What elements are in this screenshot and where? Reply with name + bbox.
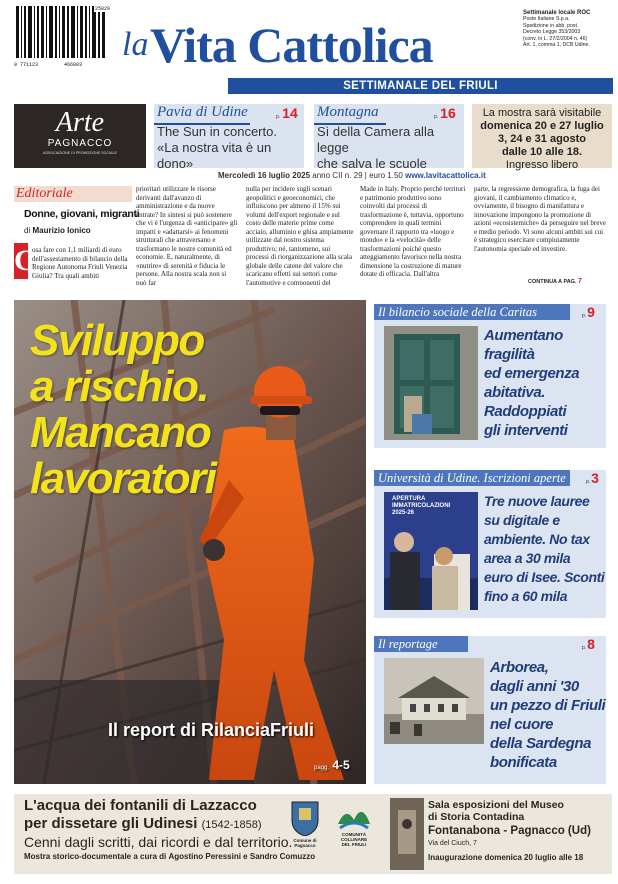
- exhibition-entry: Ingresso libero: [505, 159, 579, 171]
- masthead-subtitle: SETTIMANALE DEL FRIULI: [228, 78, 613, 94]
- page-prefix: p.: [582, 645, 587, 651]
- text-line: fragilità: [484, 346, 535, 363]
- credits-names: Agostino Peressini e Sandro Comuzzo: [168, 852, 316, 861]
- editorial-column-4: Made in Italy. Proprio perché territori e patrimonio produttivo sono coinvolti dai processi di trasformazione è, tuttavia, opportuno comprendere in quali termini governare il rapporto tra «luogo e mondo» e la «velocità» delle trasformazioni poiché questo atteggiamento favorisce nella nostra dimensione la costruzione di mature dotate di efficacia. Dall'altra: [360, 185, 466, 278]
- comunita-collinare-logo-icon: [336, 802, 372, 830]
- barcode-bars: [14, 6, 109, 62]
- masthead: [118, 8, 510, 80]
- continued-page: 7: [578, 278, 582, 285]
- issue-info: anno CII n. 29 | euro 1.50: [312, 171, 403, 180]
- editorial-column-3: nulla per incidere sugli scenari geopolitici e geoeconomici, che influiscono per almeno il 15% sui volumi dell'export regionale e sul costo delle materie prime come acciaio, alluminio e ghisa ampiamente utilizzate dal nostro sistema produttivo; né, tantomeno, sui processi di riorganizzazione alla scala globale delle catene del valore che scaricano effetti sui settori come l'automotive e componenti del: [246, 185, 354, 285]
- exhibition-line: La mostra sarà visitabile: [482, 107, 602, 119]
- museum-line: di Storia Contadina: [428, 811, 525, 823]
- pages-number: 4-5: [332, 758, 350, 772]
- text-line: su digitale e: [484, 512, 560, 528]
- headline-line: a rischio.: [30, 362, 209, 411]
- pages-prefix: pagg.: [314, 765, 330, 771]
- headline-line: Mancano: [30, 408, 211, 457]
- cover-report-caption: Il report di RilanciaFriuli: [108, 720, 315, 740]
- logo2-line: COLLINARE: [340, 837, 368, 842]
- barcode-issue: 25029: [95, 6, 111, 12]
- ad-title-line: L'acqua dei fontanili di Lazzacco: [24, 797, 257, 814]
- arborea-photo: [384, 658, 484, 744]
- barcode-number-right: 466003: [64, 62, 83, 68]
- teaser-body: [317, 124, 464, 172]
- barcode-number-left: 9 771123: [14, 62, 39, 68]
- side-story-text: [484, 492, 604, 606]
- ad-credits: [24, 852, 315, 861]
- continued-link[interactable]: [528, 278, 582, 285]
- page-number: 3: [591, 470, 599, 486]
- arte-logo-script: Arte: [55, 107, 105, 138]
- museum-opening: Inaugurazione domenica 20 luglio alle 18: [428, 853, 584, 862]
- legal-line: Spedizione in abb. post.: [523, 22, 579, 29]
- side-story-page: [582, 304, 595, 324]
- exhibition-hours: dalle 10 alle 18.: [501, 146, 583, 158]
- text-line: gli interventi: [484, 422, 568, 439]
- logo2-caption: [330, 832, 378, 847]
- text-line: Aumentano: [484, 327, 563, 344]
- banner-line: IMMATRICOLAZIONI: [392, 503, 451, 509]
- editorial-column-1: osa fare con 1,1 miliardi di euro dell'assestamento di bilancio della Regione Autonoma Friuli Venezia Giulia? Tra quali ambiti: [32, 246, 128, 280]
- editorial-author: [24, 226, 91, 235]
- ad-title-line2: [24, 815, 262, 834]
- teaser-line: Sì della Camera alla legge: [317, 124, 435, 155]
- side-story-label: Università di Udine. Iscrizioni aperte: [374, 470, 570, 486]
- side-story-page: [582, 636, 595, 656]
- page-number: 8: [587, 636, 595, 652]
- text-line: bonificata: [490, 754, 557, 771]
- side-story-universita[interactable]: [374, 470, 606, 618]
- side-story-caritas[interactable]: [374, 304, 606, 448]
- teaser-body: [157, 124, 304, 172]
- ad-title-text: per dissetare gli Udinesi: [24, 815, 198, 832]
- dateline: [218, 171, 486, 180]
- museum-address: Via del Ciuch, 7: [428, 840, 477, 847]
- author-name: Maurizio Ionico: [32, 226, 91, 235]
- arte-pagnacco-logo: [14, 104, 146, 168]
- teaser-section: Montagna: [317, 104, 379, 120]
- ad-years: (1542-1858): [201, 819, 262, 831]
- masthead-prefix: la: [122, 26, 149, 63]
- museum-line: Sala esposizioni del Museo: [428, 799, 564, 811]
- teaser-page-prefix: p.: [434, 114, 439, 120]
- text-line: un pezzo di Friuli: [490, 697, 606, 714]
- arte-tagline: ASSOCIAZIONE DI PROMOZIONE SOCIALE: [43, 151, 117, 155]
- arte-name: PAGNACCO: [47, 138, 113, 149]
- teaser-line: «La nostra vita è un dono»: [157, 140, 272, 171]
- author-prefix: di: [24, 226, 31, 235]
- legal-line: (conv. in L. 27/2/2004 n. 46): [523, 35, 588, 42]
- teaser-line: che salva le scuole: [317, 156, 427, 171]
- text-line: area a 30 mila: [484, 550, 571, 566]
- teaser-page: [276, 105, 298, 121]
- legal-line: Decreto Legge 353/2003: [523, 29, 581, 36]
- editorial-label: Editoriale: [14, 186, 132, 202]
- pagnacco-crest-icon: [290, 800, 320, 836]
- logo2-line: DEL FRIULI: [341, 842, 367, 847]
- exhibition-dates: domenica 20 e 27 luglio: [480, 120, 604, 132]
- museum-place: Fontanabona - Pagnacco (Ud): [428, 825, 591, 837]
- headline-line: Sviluppo: [30, 316, 204, 365]
- side-story-label: Il bilancio sociale della Caritas: [374, 304, 570, 320]
- website-link[interactable]: www.lavitacattolica.it: [405, 171, 486, 180]
- logo1-caption: Comune di Pagnacco: [293, 838, 317, 848]
- page-number: 9: [587, 304, 595, 320]
- university-banner: [392, 496, 476, 517]
- side-story-label: Il reportage: [374, 636, 468, 652]
- ad-subtitle: Cenni dagli scritti, dai ricordi e dal territorio.: [24, 834, 293, 850]
- exhibition-dates: 3, 24 e 31 agosto: [497, 133, 587, 145]
- side-story-text: [490, 658, 605, 772]
- side-story-page: [586, 470, 599, 490]
- legal-notice: [523, 10, 615, 48]
- legal-line: Poste Italiane S.p.a.: [523, 16, 570, 23]
- text-line: della Sardegna: [490, 735, 592, 752]
- sponsor-logos: [286, 800, 382, 860]
- teaser-page-number: 16: [440, 105, 456, 121]
- teaser-page-prefix: p.: [276, 114, 281, 120]
- teaser-pavia-di-udine[interactable]: [154, 104, 304, 171]
- cover-pages[interactable]: [314, 758, 350, 772]
- logo2-line: COMUNITÀ: [341, 832, 367, 837]
- ad-title: [24, 797, 262, 834]
- side-story-text: [484, 326, 579, 440]
- masthead-title: Vita Cattolica: [150, 17, 433, 73]
- editorial-column-2: prioritari utilizzare le risorse derivanti dall'avanzo di amministrazione e da nuove entrate? In sintesi si può sostenere che vi è l'urgenza di «anticipare» gli impatti e «adattarsi» ai fenomeni strutturali che attraversano e trasformano le nostre comunità ed economie. E, naturalmente, di «nutrire» di serenità e fiducia le persone. Alla nostra scala non si può far: [136, 185, 238, 285]
- text-line: fino a 60 mila: [484, 588, 568, 604]
- continued-label: CONTINUA A PAG.: [528, 279, 577, 285]
- text-line: euro di Isee. Sconti: [484, 569, 605, 585]
- legal-line: Art. 1, comma 1, DCB Udine.: [523, 42, 590, 49]
- text-line: nel cuore: [490, 716, 554, 733]
- editorial-dropcap: C: [14, 244, 36, 277]
- text-line: ambiente. No tax: [484, 531, 590, 547]
- cover-headline: [30, 318, 216, 502]
- side-story-reportage[interactable]: [374, 636, 606, 784]
- text-line: Arborea,: [490, 659, 549, 676]
- teaser-section: Pavia di Udine: [157, 104, 248, 120]
- text-line: Tre nuove lauree: [484, 493, 590, 509]
- teaser-montagna[interactable]: [314, 104, 464, 171]
- caritas-photo: [384, 326, 478, 440]
- page-prefix: p.: [586, 479, 591, 485]
- exhibition-info-box: [472, 104, 612, 171]
- banner-line: 2025-26: [392, 510, 415, 516]
- banner-line: APERTURA: [392, 496, 426, 502]
- issue-date: Mercoledì 16 luglio 2025: [218, 171, 311, 180]
- text-line: abitativa.: [484, 384, 546, 401]
- teaser-page: [434, 105, 456, 121]
- legal-line: Settimanale locale ROC: [523, 10, 591, 16]
- bottom-advertisement: [14, 794, 612, 874]
- fountain-photo: [390, 798, 424, 870]
- museum-info: [428, 799, 610, 864]
- text-line: Raddoppiati: [484, 403, 567, 420]
- text-line: ed emergenza: [484, 365, 580, 382]
- teaser-page-number: 14: [282, 105, 298, 121]
- editorial-column-5: parte, la regressione demografica, la fuga dei giovani, il cambiamento climatico e, ovviamente, il bisogno di manifattura e innovazione impongono la promozione di azioni «ecosistemiche» da perseguire nel breve e medio periodo. Vi sono alcuni ambiti sui cui è strategico esercitare compiutamente l'autonomia speciale ed investire.: [474, 185, 606, 253]
- page-prefix: p.: [582, 313, 587, 319]
- credits-prefix: Mostra storico-documentale a cura di: [24, 852, 167, 861]
- teaser-line: The Sun in concerto.: [157, 124, 277, 139]
- editorial-title: Donne, giovani, migranti: [24, 208, 140, 220]
- headline-line: lavoratori: [30, 454, 216, 503]
- barcode: [14, 6, 109, 70]
- text-line: dagli anni '30: [490, 678, 579, 695]
